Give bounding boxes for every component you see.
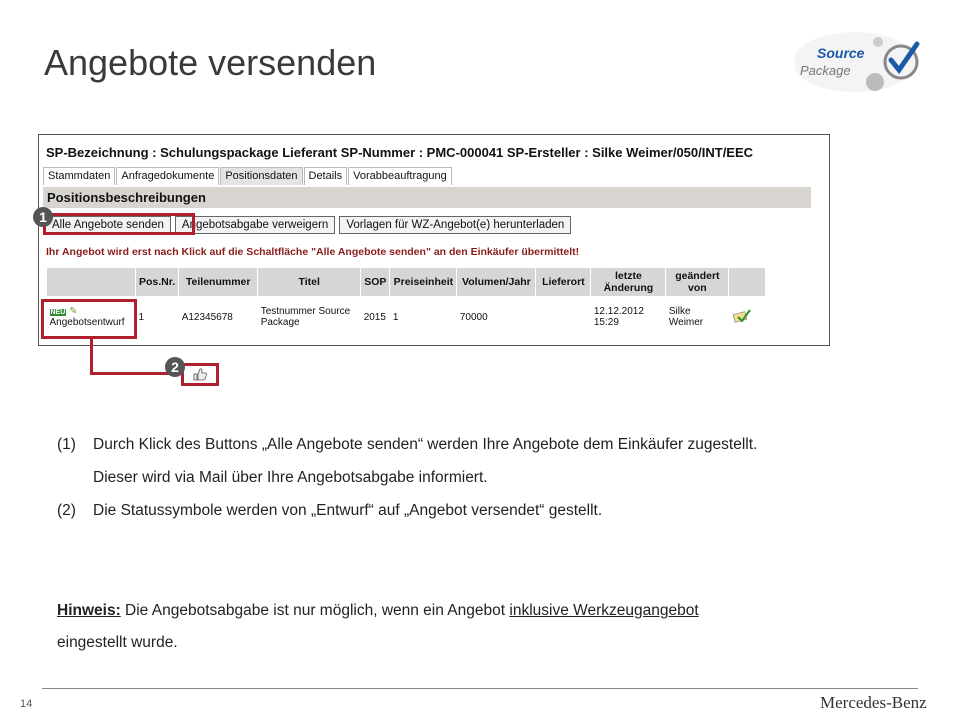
tab-positionsdaten[interactable]: Positionsdaten	[220, 167, 302, 185]
part-number-cell: A12345678	[181, 311, 233, 323]
status-text: Angebotsentwurf	[49, 317, 125, 328]
steps-list	[57, 428, 937, 527]
page-number: 14	[20, 698, 33, 710]
col-part-number: Teilenummer	[179, 268, 258, 297]
logo-dot	[873, 37, 883, 47]
connector-vertical	[90, 338, 93, 375]
changed-by-cell: Silke Weimer	[668, 306, 704, 328]
callout-1: 1	[33, 207, 53, 227]
refuse-offer-button[interactable]: Angebotsabgabe verweigern	[175, 216, 335, 234]
new-badge: NEU	[50, 309, 66, 316]
col-volume: Volumen/Jahr	[457, 268, 536, 297]
sop-cell: 2015	[363, 311, 386, 323]
location-cell	[536, 297, 591, 338]
volume-cell: 70000	[459, 311, 488, 323]
table-row	[47, 297, 766, 338]
hint-label: Hinweis:	[57, 602, 121, 619]
step-2	[57, 494, 937, 527]
col-changed-by: geändert von	[666, 268, 729, 297]
send-all-offers-button[interactable]: Alle Angebote senden	[45, 216, 171, 234]
hint-text: Die Angebotsabgabe ist nur möglich, wenn ein Angebot	[120, 602, 510, 619]
edit-cell	[729, 297, 766, 338]
logo-line2: Package	[800, 63, 851, 78]
hint-underlined: inklusive Werkzeugangebot	[509, 602, 699, 619]
pencil-icon: ✎	[69, 306, 78, 317]
brand-logo: Mercedes-Benz	[820, 693, 927, 712]
highlight-status-cell	[41, 299, 137, 339]
table-header-row	[47, 268, 766, 297]
tab-details[interactable]: Details	[304, 167, 348, 185]
step-2-text: Die Statussymbole werden von „Entwurf“ auf „Angebot versendet“ gestellt.	[93, 502, 603, 519]
col-pos-nr: Pos.Nr.	[136, 268, 179, 297]
logo-globe-icon	[866, 73, 884, 91]
send-notice: Ihr Angebot wird erst nach Klick auf die Schaltfläche "Alle Angebote senden" an den Einkäufer übermittelt!	[46, 246, 580, 258]
col-last-change: letzte Änderung	[591, 268, 666, 297]
col-title: Titel	[258, 268, 361, 297]
hint-note	[57, 595, 917, 659]
thumbs-up-icon	[192, 367, 208, 381]
step-1-line2: Dieser wird via Mail über Ihre Angebotsabgabe informiert.	[93, 469, 488, 486]
logo-line1: Source	[817, 45, 865, 61]
col-sop: SOP	[361, 268, 390, 297]
price-unit-cell: 1	[392, 311, 399, 323]
step-1-line1: Durch Klick des Buttons „Alle Angebote senden“ werden Ihre Angebote dem Einkäufer zugestellt.	[93, 436, 758, 453]
step-2-number: (2)	[57, 502, 76, 519]
tab-bar	[43, 167, 453, 185]
tab-stammdaten[interactable]: Stammdaten	[43, 167, 115, 185]
section-title: Positionsbeschreibungen	[43, 187, 811, 208]
last-change-cell: 12.12.2012 15:29	[593, 306, 644, 328]
application-screenshot	[38, 134, 830, 346]
tab-anfragedokumente[interactable]: Anfragedokumente	[116, 167, 219, 185]
footer-divider	[42, 688, 918, 689]
col-action	[729, 268, 766, 297]
positions-table	[46, 267, 766, 337]
source-package-logo	[795, 30, 925, 100]
step-1-number: (1)	[57, 436, 76, 453]
col-location: Lieferort	[536, 268, 591, 297]
col-status	[47, 268, 136, 297]
title-cell: Testnummer Source Package	[260, 306, 351, 328]
pos-nr-cell: 1	[138, 311, 145, 323]
highlight-send-button	[43, 213, 195, 235]
edit-icon[interactable]	[732, 308, 752, 324]
slide-title: Angebote versenden	[44, 42, 377, 83]
step-1	[57, 428, 937, 494]
col-price-unit: Preiseinheit	[390, 268, 457, 297]
callout-2: 2	[165, 357, 185, 377]
step-1-text	[93, 428, 757, 494]
sp-header: SP-Bezeichnung : Schulungspackage Lieferant SP-Nummer : PMC-000041 SP-Ersteller : Silke Weimer/050/INT/EEC	[46, 145, 754, 160]
hint-text-end: eingestellt wurde.	[57, 634, 178, 651]
download-templates-button[interactable]: Vorlagen für WZ-Angebot(e) herunterladen	[339, 216, 571, 234]
tab-vorabbeauftragung[interactable]: Vorabbeauftragung	[348, 167, 452, 185]
